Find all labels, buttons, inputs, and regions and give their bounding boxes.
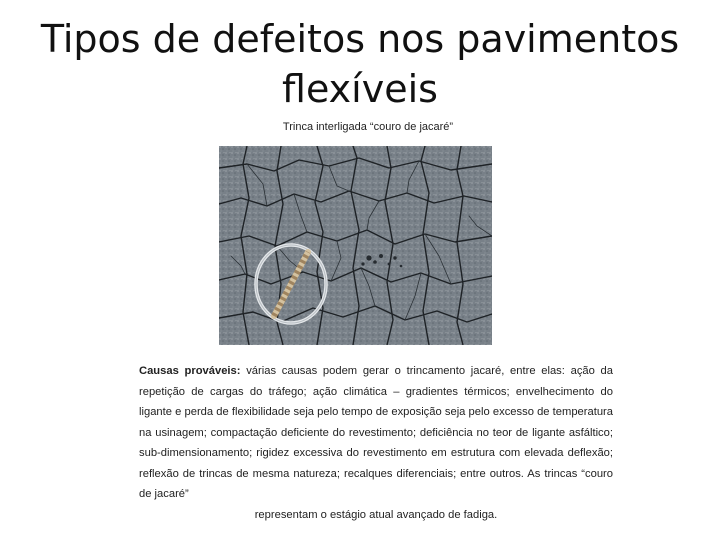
figure-caption: Trinca interligada “couro de jacaré” [282,121,454,133]
title-line-1: Tipos de defeitos nos pavimentos [40,17,680,61]
causes-description [139,361,613,525]
title-line-2: flexíveis [282,67,438,111]
slide-title [40,14,680,114]
causes-last-line: representam o estágio atual avançado de fadiga. [254,508,498,521]
causes-label: Causas prováveis: [139,365,241,377]
pavement-crack-photo [219,146,492,345]
causes-body: várias causas podem gerar o trincamento jacaré, entre elas: ação da repetição de cargas do tráfego; ação climática – gradientes térmicos; envelhecimento do ligante e perda de flexibilidade seja pelo tempo de exposição seja pelo excesso de temperatura na usinagem; compactação deficiente do revestimento; deficiência no teor de ligante asfáltico; sub-dimensionamento; rigidez excessiva do revestimento em estrutura com elevada deflexão; reflexão de trincas de mesma natureza; recalques diferenciais; entre outros. As trincas “couro de jacaré” [139,365,614,500]
